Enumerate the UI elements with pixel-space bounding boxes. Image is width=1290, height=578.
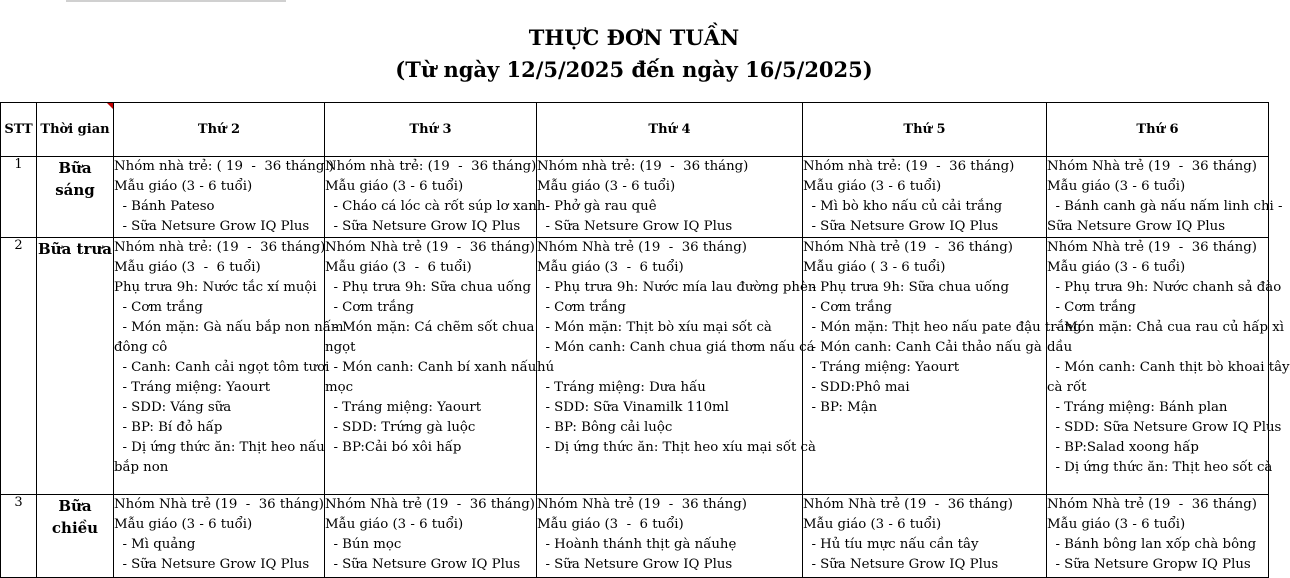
menu-line: Mẫu giáo (3 - 6 tuổi)	[325, 517, 464, 532]
menu-cell	[1047, 157, 1283, 238]
menu-line: - Món canh: Canh bí xanh nấu	[325, 360, 537, 375]
menu-line: - Bánh canh gà nấu nấm linh chi -	[1047, 199, 1283, 214]
menu-cell	[537, 238, 817, 495]
meal-period	[37, 238, 114, 495]
menu-line: Mẫu giáo (3 - 6 tuổi)	[537, 260, 684, 275]
meal-period-label: Bữa sáng	[55, 159, 95, 199]
menu-line: - SDD: Sữa Vinamilk 110ml	[537, 400, 729, 415]
menu-line: - Sữa Netsure Grow IQ Plus	[537, 557, 733, 572]
page-subtitle: (Từ ngày 12/5/2025 đến ngày 16/5/2025)	[395, 57, 873, 82]
menu-cell	[325, 157, 546, 238]
menu-line: Nhóm Nhà trẻ (19 - 36 tháng)	[803, 240, 1013, 255]
menu-line: - Bún mọc	[325, 537, 402, 552]
menu-line: - BP: Bí đỏ hấp	[114, 420, 223, 435]
menu-line: - Sữa Netsure Gropw IQ Plus	[1047, 557, 1251, 572]
menu-line: - BP: Mận	[803, 400, 878, 415]
menu-line: Nhóm nhà trẻ: (19 - 36 tháng)	[325, 159, 537, 174]
menu-line: - SDD: Sữa Netsure Grow IQ Plus	[1047, 420, 1282, 435]
menu-cell	[803, 495, 1047, 578]
menu-line: - Tráng miệng: Yaourt	[325, 400, 482, 415]
row-number: 3	[1, 495, 37, 578]
header-day: Thứ 2	[114, 103, 325, 157]
table-row	[1, 495, 1269, 578]
menu-line: Nhóm nhà trẻ: (19 - 36 tháng)	[114, 240, 326, 255]
menu-line: Nhóm Nhà trẻ (19 - 36 tháng)	[803, 497, 1013, 512]
menu-line: - Phụ trưa 9h: Sữa chua uống	[803, 280, 1009, 295]
meal-period	[37, 495, 114, 578]
menu-line: - Hoành thánh thịt gà nấuhẹ	[537, 537, 737, 552]
menu-cell	[114, 157, 334, 238]
menu-line: Mẫu giáo (3 - 6 tuổi)	[537, 179, 676, 194]
menu-line: - Hủ tíu mực nấu cần tây	[803, 537, 979, 552]
meal-period-label: Bữa	[58, 497, 92, 515]
menu-line: - Cơm trắng	[114, 300, 203, 315]
menu-line: - Sữa Netsure Grow IQ Plus	[114, 219, 310, 234]
header-row	[1, 103, 1269, 157]
menu-line: - Món mặn: Thịt bò xíu mại sốt cà	[537, 320, 772, 335]
menu-line: - Tráng miệng: Dưa hấu	[537, 380, 706, 395]
menu-line: ngọt	[325, 340, 356, 355]
menu-line: Nhóm nhà trẻ: (19 - 36 tháng)	[803, 159, 1015, 174]
header-day: Thứ 3	[325, 103, 537, 157]
menu-table	[0, 102, 1290, 578]
menu-line: - Tráng miệng: Bánh plan	[1047, 400, 1228, 415]
menu-line: - Tráng miệng: Yaourt	[803, 360, 960, 375]
menu-line: cà rốt	[1047, 380, 1087, 395]
menu-line: - Canh: Canh cải ngọt tôm tươi	[114, 360, 330, 375]
menu-cell	[325, 495, 537, 578]
menu-line: bắp non	[114, 460, 169, 475]
menu-cell	[537, 495, 803, 578]
menu-line: - BP:Cải bó xôi hấp	[325, 440, 462, 455]
menu-line: - Sữa Netsure Grow IQ Plus	[114, 557, 310, 572]
row-number: 2	[1, 238, 37, 495]
menu-line: - Cháo cá lóc cà rốt súp lơ xanh	[325, 199, 546, 214]
menu-line: - Món mặn: Cá chẽm sốt chua	[325, 320, 535, 335]
menu-line: - Cơm trắng	[1047, 300, 1136, 315]
header-day: Thứ 6	[1047, 103, 1269, 157]
menu-line: Nhóm nhà trẻ: (19 - 36 tháng)	[537, 159, 749, 174]
menu-line: Nhóm Nhà trẻ (19 - 36 tháng)	[325, 497, 535, 512]
menu-line: - Bánh bông lan xốp chà bông	[1047, 537, 1257, 552]
menu-cell	[537, 157, 803, 238]
menu-line: Nhóm Nhà trẻ (19 - 36 tháng)	[537, 240, 747, 255]
menu-line: Nhóm Nhà trẻ (19 - 36 tháng)	[325, 240, 535, 255]
menu-line: - Món canh: Canh thịt bò khoai tây	[1047, 360, 1290, 375]
menu-line: Mẫu giáo ( 3 - 6 tuổi)	[803, 260, 946, 275]
menu-line: - SDD: Trứng gà luộc	[325, 420, 476, 435]
menu-line: Nhóm Nhà trẻ (19 - 36 tháng)	[537, 497, 747, 512]
menu-line: Nhóm Nhà trẻ (19 - 36 tháng)	[1047, 497, 1257, 512]
menu-line: Mẫu giáo (3 - 6 tuổi)	[1047, 260, 1186, 275]
menu-line: dầu	[1047, 340, 1073, 355]
menu-line: - Món mặn: Gà nấu bắp non nấm	[114, 320, 344, 335]
header-stt: STT	[1, 103, 37, 157]
menu-line: - Dị ứng thức ăn: Thịt heo xíu mại sốt cà	[537, 440, 816, 455]
page-title: THỰC ĐƠN TUẦN	[528, 25, 740, 50]
menu-line: - Món canh: Canh chua giá thơm nấu cá	[537, 340, 815, 355]
menu-line: Nhóm nhà trẻ: ( 19 - 36 tháng )	[114, 159, 334, 174]
menu-line: - Dị ứng thức ăn: Thịt heo nấu	[114, 440, 325, 455]
menu-line: Nhóm Nhà trẻ (19 - 36 tháng)	[1047, 159, 1257, 174]
menu-line: - Phụ trưa 9h: Nước mía lau đường phèn	[537, 280, 817, 295]
menu-line: - Cơm trắng	[325, 300, 414, 315]
menu-line: - Sữa Netsure Grow IQ Plus	[325, 557, 521, 572]
menu-line: Nhóm Nhà trẻ (19 - 36 tháng)	[114, 497, 324, 512]
menu-line: - Phụ trưa 9h: Nước chanh sả đào	[1047, 280, 1282, 295]
menu-line: mọc	[325, 380, 354, 395]
title-area	[0, 0, 1268, 102]
menu-cell	[114, 495, 325, 578]
menu-line: - Mì bò kho nấu củ cải trắng	[803, 199, 1003, 214]
menu-cell	[803, 157, 1047, 238]
meal-period-label: Bữa trưa	[38, 240, 112, 258]
menu-line: - Mì quảng	[114, 537, 196, 552]
comment-indicator-icon	[107, 103, 113, 109]
menu-line: - Bánh Pateso	[114, 199, 215, 214]
menu-line: - Sữa Netsure Grow IQ Plus	[325, 219, 521, 234]
menu-line: đông cô	[114, 340, 168, 355]
menu-line: - Món canh: Canh Cải thảo nấu gà	[803, 340, 1042, 355]
menu-line: - Phở gà rau quê	[537, 199, 657, 214]
menu-line: Mẫu giáo (3 - 6 tuổi)	[803, 517, 942, 532]
table-row	[1, 157, 1269, 238]
menu-line: - Sữa Netsure Grow IQ Plus	[537, 219, 733, 234]
menu-line: - Cơm trắng	[803, 300, 892, 315]
menu-line: - Món mặn: Thịt heo nấu pate đậu trắng	[803, 320, 1082, 335]
menu-line: Mẫu giáo (3 - 6 tuổi)	[803, 179, 942, 194]
header-day: Thứ 5	[803, 103, 1047, 157]
menu-line: Mẫu giáo (3 - 6 tuổi)	[1047, 179, 1186, 194]
menu-line: Mẫu giáo (3 - 6 tuổi)	[325, 179, 464, 194]
menu-line: Mẫu giáo (3 - 6 tuổi)	[114, 179, 253, 194]
menu-line: - Dị ứng thức ăn: Thịt heo sốt cà	[1047, 460, 1273, 475]
menu-line: - Sữa Netsure Grow IQ Plus	[803, 219, 999, 234]
menu-line: Mẫu giáo (3 - 6 tuổi)	[1047, 517, 1186, 532]
menu-cell	[1047, 495, 1269, 578]
header-time: Thời gian	[37, 103, 114, 157]
header-day: Thứ 4	[537, 103, 803, 157]
menu-line: - SDD: Váng sữa	[114, 400, 232, 415]
meal-period	[37, 157, 114, 238]
menu-line: - Tráng miệng: Yaourt	[114, 380, 271, 395]
menu-line: Mẫu giáo (3 - 6 tuổi)	[537, 517, 684, 532]
menu-line: Phụ trưa 9h: Nước tắc xí muội	[114, 280, 317, 295]
menu-line: - SDD:Phô mai	[803, 380, 910, 395]
menu-line: Mẫu giáo (3 - 6 tuổi)	[114, 260, 261, 275]
menu-line: - Sữa Netsure Grow IQ Plus	[803, 557, 999, 572]
menu-line: Mẫu giáo (3 - 6 tuổi)	[114, 517, 253, 532]
menu-line: - BP: Bông cải luộc	[537, 420, 673, 435]
menu-line: - Món mặn: Chả cua rau củ hấp xì	[1047, 320, 1284, 335]
meal-period-label: chiều	[51, 519, 99, 537]
menu-line: hú	[537, 360, 555, 375]
row-number: 1	[1, 157, 37, 238]
menu-line: - BP:Salad xoong hấp	[1047, 440, 1199, 455]
menu-line: Mẫu giáo (3 - 6 tuổi)	[325, 260, 472, 275]
menu-line: - Cơm trắng	[537, 300, 626, 315]
menu-line: Sữa Netsure Grow IQ Plus	[1047, 219, 1226, 234]
table-row	[1, 238, 1269, 495]
menu-cell	[325, 238, 537, 495]
menu-line: Nhóm Nhà trẻ (19 - 36 tháng)	[1047, 240, 1257, 255]
menu-line: - Phụ trưa 9h: Sữa chua uống	[325, 280, 531, 295]
menu-cell	[1047, 238, 1290, 495]
